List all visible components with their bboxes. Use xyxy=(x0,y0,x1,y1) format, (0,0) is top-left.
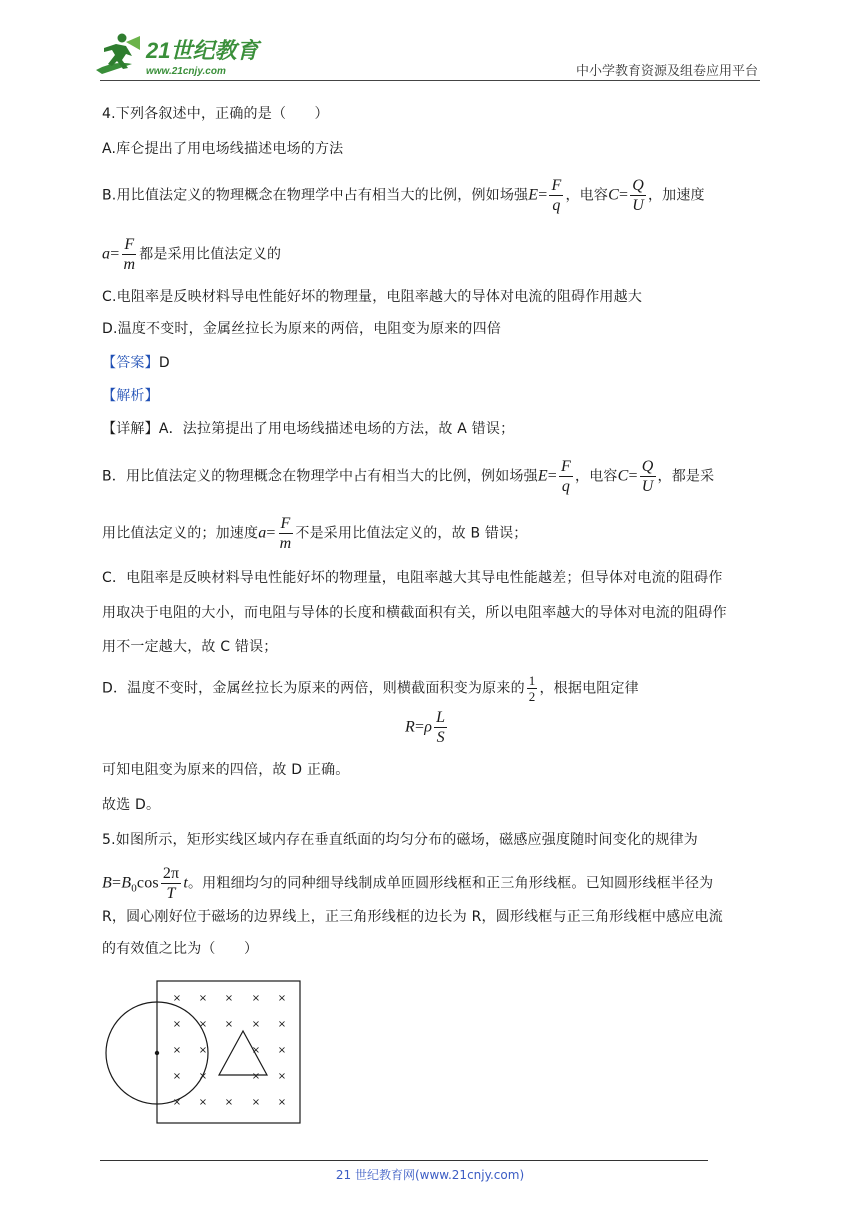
answer: 【答案】D xyxy=(102,355,170,371)
fraction-one-half: $\frac{1}{2}$ xyxy=(528,673,536,704)
explanation-c-1: C．电阻率是反映材料导电性能好坏的物理量，电阻率越大其导电性能越差；但导体对电流的阻碍作 xyxy=(102,570,723,586)
logo-text: 21世纪教育 xyxy=(146,38,259,63)
fraction-f-over-q: $\frac{F}{q}$ xyxy=(561,458,572,495)
explanation-a: 【详解】A．法拉第提出了用电场线描述电场的方法，故 A 错误； xyxy=(102,421,515,437)
field-mark: × xyxy=(172,993,182,1004)
field-mark: × xyxy=(251,1071,261,1082)
field-mark: × xyxy=(224,1097,234,1108)
field-mark: × xyxy=(198,1045,208,1056)
q4-option-a: A.库仑提出了用电场线描述电场的方法 xyxy=(102,141,344,157)
resistance-formula: R=ρ $\frac{L}{S}$ xyxy=(405,709,446,746)
q4-option-d: D.温度不变时，金属丝拉长为原来的两倍，电阻变为原来的四倍 xyxy=(102,321,502,337)
circle-center-dot xyxy=(155,1051,159,1055)
field-mark: × xyxy=(251,1045,261,1056)
q5-stem-2: $B=B_0\cos$ $\frac{2\pi}{T}$ t。用粗细均匀的同种细导线制成单匝圆形线框和正三角形线框。已知圆形线框半径为 xyxy=(102,865,714,902)
field-mark: × xyxy=(251,993,261,1004)
footer-text: 21 世纪教育网(www.21cnjy.com) xyxy=(335,1168,525,1182)
field-mark: × xyxy=(172,1097,182,1108)
fraction-f-over-m: $\frac{F}{m}$ xyxy=(123,236,136,273)
field-mark: × xyxy=(251,1019,261,1030)
fraction-f-over-m: $\frac{F}{m}$ xyxy=(279,515,292,552)
explanation-b: B．用比值法定义的物理概念在物理学中占有相当大的比例，例如场强E= $\frac{F}{q}$ ，电容C= $\frac{Q}{U}$ ，都是采 xyxy=(102,458,715,495)
field-mark: × xyxy=(172,1045,182,1056)
field-mark: × xyxy=(172,1019,182,1030)
field-mark: × xyxy=(172,1071,182,1082)
explanation-b-line2: 用比值法定义的；加速度a= $\frac{F}{m}$ 不是采用比值法定义的，故 B 错误； xyxy=(102,515,528,552)
field-mark: × xyxy=(198,993,208,1004)
field-mark: × xyxy=(198,1019,208,1030)
page-header xyxy=(0,0,860,90)
explanation-c-3: 用不一定越大，故 C 错误； xyxy=(102,639,278,655)
explanation-c-2: 用取决于电阻的大小，而电阻与导体的长度和横截面积有关，所以电阻率越大的导体对电流的阻碍作 xyxy=(102,605,727,621)
q4-option-b: B.用比值法定义的物理概念在物理学中占有相当大的比例，例如场强E= $\frac{F}{q}$ ，电容C= $\frac{Q}{U}$ ，加速度 xyxy=(102,177,705,214)
fraction-q-over-u: $\frac{Q}{U}$ xyxy=(641,458,654,495)
field-mark: × xyxy=(277,1019,287,1030)
final-choice: 故选 D。 xyxy=(102,797,161,813)
header-divider xyxy=(100,80,760,81)
field-mark: × xyxy=(198,1097,208,1108)
q4-stem: 4.下列各叙述中，正确的是（ ） xyxy=(102,106,329,122)
field-mark: × xyxy=(277,993,287,1004)
q5-stem-1: 5.如图所示，矩形实线区域内存在垂直纸面的均匀分布的磁场，磁感应强度随时间变化的规律为 xyxy=(102,832,698,848)
explanation-d-conclusion: 可知电阻变为原来的四倍，故 D 正确。 xyxy=(102,762,350,778)
explanation-d: D．温度不变时，金属丝拉长为原来的两倍，则横截面积变为原来的 $\frac{1}{2}$ ，根据电阻定律 xyxy=(102,673,639,704)
footer-divider xyxy=(100,1160,708,1161)
fraction-q-over-u: $\frac{Q}{U}$ xyxy=(632,177,644,214)
platform-name: 中小学教育资源及组卷应用平台 xyxy=(575,64,758,79)
field-marks xyxy=(173,993,286,1108)
field-mark: × xyxy=(277,1097,287,1108)
q5-stem-3: R，圆心刚好位于磁场的边界线上，正三角形线框的边长为 R，圆形线框与正三角形线框中感应电流 xyxy=(102,909,723,925)
field-mark: × xyxy=(224,1019,234,1030)
q5-stem-4: 的有效值之比为（ ） xyxy=(102,941,259,957)
magnetic-field-figure xyxy=(100,975,305,1130)
runner-icon xyxy=(96,34,140,75)
q4-option-c: C.电阻率是反映材料导电性能好坏的物理量，电阻率越大的导体对电流的阻碍作用越大 xyxy=(102,289,643,305)
analysis-tag: 【解析】 xyxy=(102,388,159,404)
logo-url: www.21cnjy.com xyxy=(146,66,226,77)
field-mark: × xyxy=(277,1071,287,1082)
fraction-f-over-q: $\frac{F}{q}$ xyxy=(551,177,562,214)
field-mark: × xyxy=(224,993,234,1004)
fraction-2pi-over-t: $\frac{2\pi}{T}$ xyxy=(162,865,180,902)
fraction-l-over-s: $\frac{L}{S}$ xyxy=(436,709,446,746)
field-mark: × xyxy=(251,1097,261,1108)
logo xyxy=(92,30,262,80)
field-mark: × xyxy=(277,1045,287,1056)
field-mark: × xyxy=(198,1071,208,1082)
q4-option-b-line2: a= $\frac{F}{m}$ 都是采用比值法定义的 xyxy=(102,236,282,273)
